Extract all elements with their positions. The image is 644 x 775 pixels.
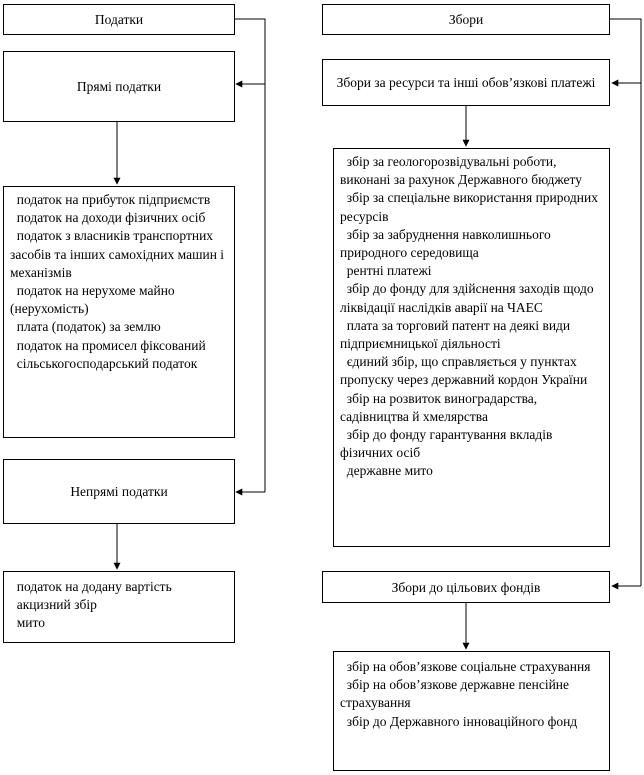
taxes-box (3, 4, 235, 35)
direct-taxes-title: Прямі податки (76, 79, 162, 94)
list-item: збір на розвиток виноградарства, садівництва й хмелярства (340, 390, 538, 424)
fees-title: Збори (448, 12, 484, 27)
list-item: плата за торговий патент на деякі види підприємницької діяльності (340, 317, 571, 352)
list-item: податок з власників транспортних засобів та інших самохідних машин і механізмів (10, 228, 225, 280)
list-item: рентні платежі (340, 263, 432, 279)
direct-taxes-list (3, 186, 235, 438)
list-item: сільськогосподарський податок (10, 355, 198, 371)
list-item: збір за геологорозвідувальні роботи, виконані за рахунок Державного бюджету (340, 154, 582, 188)
list-item: збір за забруднення навколишнього природного середовища (340, 226, 551, 261)
list-item: збір до фонду для здійснення заходів щодо ліквідації наслідків аварії на ЧАЕС (340, 281, 594, 315)
target-fees-title: Збори до цільових фондів (391, 579, 541, 595)
list-item: збір за спеціальне використання природних ресурсів (340, 190, 598, 224)
list-item: мито (10, 615, 45, 631)
indirect-taxes-title: Непрямі податки (70, 484, 168, 499)
list-item: державне мито (340, 463, 433, 479)
list-item: податок на промисел фіксований (10, 337, 206, 353)
indirect-taxes-box (3, 459, 235, 524)
list-item: збір на обов’язкове соціальне страхування (340, 659, 591, 674)
fees-bracket-line (610, 19, 641, 586)
direct-taxes-box (3, 51, 235, 122)
list-item: єдиний збір, що справляється у пунктах пропуску через державний кордон України (340, 354, 588, 388)
fees-box (322, 4, 610, 35)
target-fees-box (322, 571, 610, 603)
list-item: податок на додану вартість (10, 579, 172, 594)
list-item: податок на нерухоме майно (нерухомість) (10, 283, 175, 317)
list-item: податок на доходи фізичних осіб (10, 210, 206, 226)
resource-fees-list (333, 148, 610, 547)
resource-fees-title: Збори за ресурси та інші обов’язкові платежі (336, 75, 596, 90)
list-item: збір на обов’язкове державне пенсійне страхування (340, 677, 570, 711)
target-fees-list (333, 651, 610, 771)
list-item: збір до фонду гарантування вкладів фізичних осіб (340, 427, 553, 461)
list-item: плата (податок) за землю (10, 319, 161, 335)
resource-fees-box (322, 59, 610, 106)
list-item: акцизний збір (10, 597, 97, 613)
list-item: податок на прибуток підприємств (10, 192, 211, 207)
taxes-bracket-line (234, 19, 265, 492)
indirect-taxes-list (3, 571, 235, 643)
taxes-title: Податки (94, 12, 144, 27)
list-item: збір до Державного інноваційного фонд (340, 713, 578, 729)
